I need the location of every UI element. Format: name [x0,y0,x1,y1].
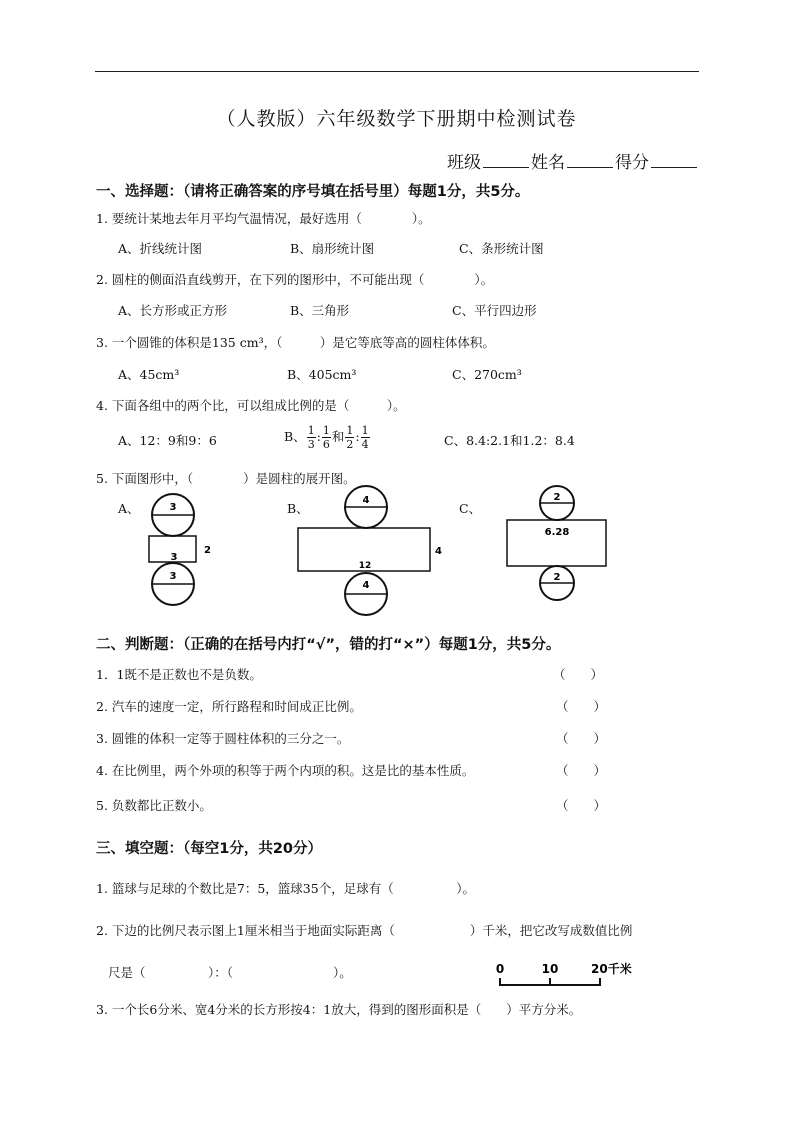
s1-q1-text: 1. 要统计某地去年月平均气温情况，最好选用（ ）。 [96,211,431,226]
scale-tick-0: 0 [495,962,505,976]
top-rule [95,71,699,72]
fig-c-top-circle-label: 2 [553,492,561,503]
ratio-colon: : [355,429,360,444]
s2-item-2: 2. 汽车的速度一定，所行路程和时间成正比例。 [96,699,362,714]
cylinder-net-a [140,490,220,615]
s2-item-5-answer[interactable]: （ ） [556,798,607,813]
cylinder-net-c [504,484,614,609]
s1-q2-option-a[interactable]: A、长方形或正方形 [118,303,228,318]
fig-b-bottom-circle-label: 4 [362,580,370,591]
fig-b-rect-bottom-label: 12 [358,561,372,571]
fig-c-rect-top-label: 6.28 [544,527,570,538]
student-info [447,148,699,173]
name-blank[interactable] [567,153,613,168]
s1-q5-label-a[interactable]: A、 [118,501,140,516]
ratio-colon: : [316,429,321,444]
fraction-1-2: $\frac{1}{2}$ [346,424,354,451]
s1-q3-option-c[interactable]: C、270cm³ [452,367,522,382]
section1-heading: 一、选择题：（请将正确答案的序号填在括号里）每题1分，共5分。 [96,184,530,200]
s2-item-5: 5. 负数都比正数小。 [96,798,212,813]
s3-q3-text: 3. 一个长6分米、宽4分米的长方形按4：1放大，得到的图形面积是（ ）平方分米。 [96,1002,582,1017]
s1-q1-option-a[interactable]: A、折线统计图 [118,241,203,256]
s1-q5-text: 5. 下面图形中，（ ）是圆柱的展开图。 [96,471,356,486]
page-title: （人教版）六年级数学下册期中检测试卷 [216,108,577,130]
fraction-1-4: $\frac{1}{4}$ [361,424,369,451]
fig-a-bottom-circle-label: 3 [169,571,177,582]
class-blank[interactable] [483,153,529,168]
fig-a-rect-side-label: 2 [204,545,211,556]
name-label: 姓名 [531,153,565,173]
s2-item-3: 3. 圆锥的体积一定等于圆柱体积的三分之一。 [96,731,350,746]
section3-heading: 三、填空题：（每空1分，共20分） [96,841,323,857]
fraction-1-3: $\frac{1}{3}$ [307,424,315,451]
s2-item-1-answer[interactable]: （ ） [553,667,604,682]
section2-heading: 二、判断题：（正确的在括号内打“√”，错的打“×”）每题1分，共5分。 [96,637,561,653]
fig-a-rect-bottom-label: 3 [170,552,178,563]
s1-q4-option-b[interactable] [284,424,371,451]
class-label: 班级 [447,153,481,173]
fig-b-rect-side-label: 4 [435,546,442,557]
score-blank[interactable] [651,153,697,168]
s1-q2-text: 2. 圆柱的侧面沿直线剪开，在下列的图形中，不可能出现（ ）。 [96,272,494,287]
score-label: 得分 [615,153,649,173]
s2-item-2-answer[interactable]: （ ） [556,699,607,714]
fig-c-bottom-circle-label: 2 [553,572,561,583]
s1-q4-option-b-prefix: B、 [284,429,306,444]
scale-tick-10: 10 [541,962,559,976]
s2-item-1: 1．1既不是正数也不是负数。 [96,667,262,682]
s1-q1-option-c[interactable]: C、条形统计图 [459,241,544,256]
s1-q3-option-a[interactable]: A、45cm³ [118,367,180,382]
s1-q3-option-b[interactable]: B、405cm³ [287,367,357,382]
s2-item-4-answer[interactable]: （ ） [556,763,607,778]
s1-q4-text: 4. 下面各组中的两个比，可以组成比例的是（ ）。 [96,398,406,413]
fraction-1-6: $\frac{1}{6}$ [322,424,330,451]
fig-b-top-circle-label: 4 [362,495,370,506]
s3-q2-line1: 2. 下边的比例尺表示图上1厘米相当于地面实际距离（ ）千米，把它改写成数值比例 [96,923,633,938]
s1-q2-option-b[interactable]: B、三角形 [290,303,350,318]
s1-q4-option-c[interactable]: C、8.4:2.1和1.2：8.4 [444,433,575,448]
fig-a-top-circle-label: 3 [169,502,177,513]
scale-bar [494,960,644,992]
s1-q5-label-b[interactable]: B、 [287,501,309,516]
s1-q5-label-c[interactable]: C、 [459,501,482,516]
scale-tick-20: 20千米 [591,962,632,976]
s2-item-3-answer[interactable]: （ ） [556,731,607,746]
cylinder-net-b [295,484,455,619]
s1-q2-option-c[interactable]: C、平行四边形 [452,303,537,318]
s3-q2-line2: 尺是（ ）：（ ）。 [108,965,352,980]
s1-q3-text: 3. 一个圆锥的体积是135 cm³，（ ）是它等底等高的圆柱体体积。 [96,335,495,350]
s1-q1-option-b[interactable]: B、扇形统计图 [290,241,375,256]
s2-item-4: 4. 在比例里，两个外项的积等于两个内项的积。这是比的基本性质。 [96,763,475,778]
s1-q4-option-a[interactable]: A、12：9和9：6 [118,433,217,448]
and-text: 和 [331,429,345,444]
s3-q1-text: 1. 篮球与足球的个数比是7：5，篮球35个，足球有（ ）。 [96,881,475,896]
